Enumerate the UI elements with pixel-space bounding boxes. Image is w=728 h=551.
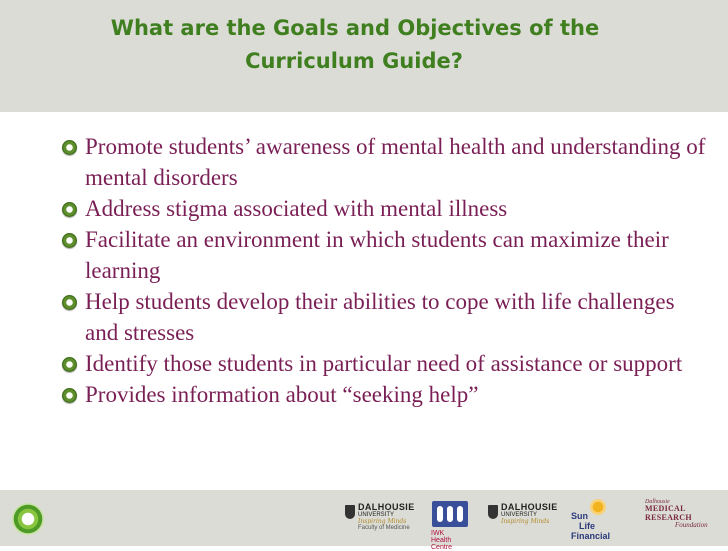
logo-text: MEDICAL RESEARCH <box>645 504 692 522</box>
ring-logo-icon <box>12 503 44 535</box>
sun-life-logo <box>571 512 610 542</box>
logo-text: Dalhousie <box>645 499 670 505</box>
bullet-text: Address stigma associated with mental illness <box>85 196 508 221</box>
bullet-text: Identify those students in particular need of assistance or support <box>85 351 683 376</box>
logo-text: Life Financial <box>571 520 611 541</box>
bullet-icon <box>62 202 77 217</box>
bullet-item <box>62 131 712 193</box>
bullet-icon <box>62 295 77 310</box>
logo-text: Faculty of Medicine <box>358 525 410 532</box>
crest-icon <box>488 505 498 519</box>
bullet-item <box>62 379 712 410</box>
logo-text: UNIVERSITY <box>358 512 395 519</box>
logo-text: DALHOUSIE <box>358 502 415 512</box>
logo-text: Foundation <box>675 521 708 530</box>
iwk-logo-icon <box>432 501 468 527</box>
bullet-text: Promote students’ awareness of mental health and understanding of mental disorders <box>85 134 706 190</box>
bullet-item <box>62 348 712 379</box>
slide-title <box>0 12 728 78</box>
bullet-item <box>62 193 712 224</box>
bullet-item <box>62 286 712 348</box>
bullet-text: Help students develop their abilities to cope with life challenges and stresses <box>85 289 675 345</box>
medical-research-foundation-logo <box>645 499 708 529</box>
bullet-icon <box>62 233 77 248</box>
logo-text: Inspiring Minds <box>501 517 550 525</box>
crest-icon <box>345 505 355 519</box>
bullet-icon <box>62 388 77 403</box>
slide-title-line-2: Curriculum Guide? <box>245 49 463 73</box>
bullet-text: Facilitate an environment in which students can maximize their learning <box>85 227 669 283</box>
bullet-item <box>62 224 712 286</box>
logo-text: Sun <box>571 511 588 521</box>
iwk-logo-label: IWK Health Centre <box>431 530 453 551</box>
logo-text: UNIVERSITY <box>501 512 538 519</box>
logo-text: DALHOUSIE <box>501 502 558 512</box>
bullet-icon <box>62 357 77 372</box>
logo-text: Inspiring Minds <box>358 517 407 525</box>
bullet-text: Provides information about “seeking help” <box>85 382 479 407</box>
slide-title-line-1: What are the Goals and Objectives of the <box>110 16 600 40</box>
bullet-icon <box>62 140 77 155</box>
bullet-list <box>62 131 712 410</box>
